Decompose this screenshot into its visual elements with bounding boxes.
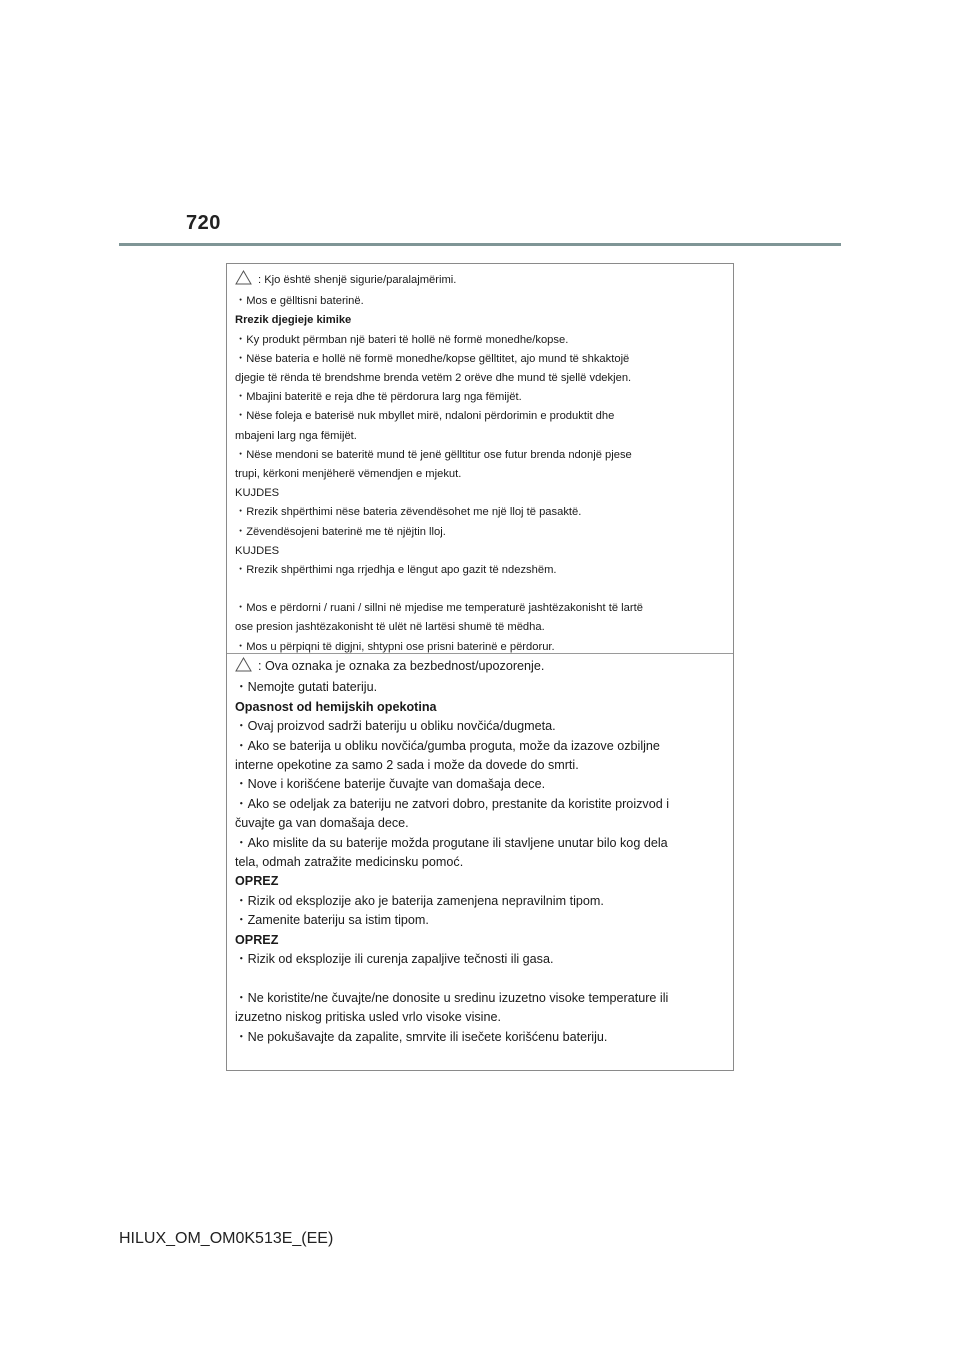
serbian-intro [235, 657, 723, 678]
section-heading: OPREZ [235, 932, 279, 947]
paragraph-gap [235, 970, 723, 989]
text-line: ・Ako mislite da su baterije možda progutane ili stavljene unutar bilo kog dela [235, 835, 668, 850]
section-heading: Opasnost od hemijskih opekotina [235, 699, 437, 714]
text-line: ・Rizik od eksplozije ili curenja zapaljive tečnosti ili gasa. [235, 952, 554, 967]
section-heading: OPREZ [235, 874, 279, 889]
text-line: djegie të rënda të brendshme brenda vetëm 2 orëve dhe mund të sjellë vdekjen. [235, 372, 632, 385]
albanian-lines [235, 292, 723, 657]
warning-triangle-icon [235, 270, 252, 292]
text-line: ・Rizik od eksplozije ako je baterija zamenjena nepravilnim tipom. [235, 893, 604, 908]
text-line: ・Ako se baterija u obliku novčića/gumba proguta, može da izazove ozbiljne [235, 738, 660, 753]
albanian-intro-text: : Kjo është shenjë sigurie/paralajmërimi. [258, 274, 457, 286]
text-line: ・Ovaj proizvod sadrži bateriju u obliku novčića/dugmeta. [235, 719, 556, 734]
text-line: interne opekotine za samo 2 sada i može da dovede do smrti. [235, 758, 579, 773]
header-rule [119, 243, 841, 246]
text-line: ・Nëse mendoni se bateritë mund të jenë gëlltitur ose futur brenda ndonjë pjese [235, 448, 632, 461]
text-line: ・Rrezik shpërthimi nga rrjedhja e lëngut apo gazit të ndezshëm. [235, 564, 557, 577]
text-line: ・Nemojte gutati bateriju. [235, 680, 378, 695]
footer-code: HILUX_OM_OM0K513E_(EE) [119, 1230, 334, 1247]
text-line: KUJDES [235, 487, 280, 500]
text-line: ・Ne pokušavajte da zapalite, smrvite ili isečete korišćenu bateriju. [235, 1029, 608, 1044]
text-line: ・Rrezik shpërthimi nëse bateria zëvendësohet me një lloj të pasaktë. [235, 506, 582, 519]
text-line: ・Nëse bateria e hollë në formë monedhe/kopse gëlltitet, ajo mund të shkaktojë [235, 352, 630, 365]
text-line: ・Ky produkt përmban një bateri të hollë në formë monedhe/kopse. [235, 333, 569, 346]
serbian-lines [235, 678, 723, 1047]
text-line: izuzetno niskog pritiska usled vrlo visoke visine. [235, 1010, 501, 1025]
section-heading: Rrezik djegieje kimike [235, 314, 352, 327]
text-line: ・Zamenite bateriju sa istim tipom. [235, 913, 429, 928]
text-line: ・Zëvendësojeni baterinë me të njëjtin lloj. [235, 525, 446, 538]
text-line: ・Mos u përpiqni të digjni, shtypni ose prisni baterinë e përdorur. [235, 640, 555, 653]
text-line: ・Mos e përdorni / ruani / sillni në mjedise me temperaturë jashtëzakonisht të lartë [235, 602, 643, 615]
text-line: ・Ako se odeljak za bateriju ne zatvori dobro, prestanite da koristite proizvod i [235, 796, 670, 811]
albanian-section [227, 264, 733, 654]
text-line: trupi, kërkoni menjëherë vëmendjen e mjekut. [235, 468, 462, 481]
paragraph-gap [235, 580, 723, 599]
serbian-section [227, 655, 733, 1070]
text-line: ・Ne koristite/ne čuvajte/ne donosite u sredinu izuzetno visoke temperature ili [235, 990, 669, 1005]
text-line: mbajeni larg nga fëmijët. [235, 429, 357, 442]
warning-triangle-icon [235, 657, 252, 678]
serbian-intro-text: : Ova oznaka je oznaka za bezbednost/upozorenje. [258, 659, 545, 673]
text-line: čuvajte ga van domašaja dece. [235, 816, 409, 831]
text-line: tela, odmah zatražite medicinsku pomoć. [235, 855, 464, 870]
text-line: ・Mos e gëlltisni baterinë. [235, 295, 364, 308]
page-number: 720 [186, 212, 221, 234]
text-line: ose presion jashtëzakonisht të ulët në lartësi shumë të mëdha. [235, 621, 545, 634]
text-line: ・Nëse foleja e baterisë nuk mbyllet mirë, ndaloni përdorimin e produktit dhe [235, 410, 615, 423]
text-line: ・Mbajini bateritë e reja dhe të përdorura larg nga fëmijët. [235, 391, 522, 404]
warning-box [226, 263, 734, 1071]
text-line: ・Nove i korišćene baterije čuvajte van domašaja dece. [235, 777, 546, 792]
text-line: KUJDES [235, 544, 280, 557]
albanian-intro [235, 270, 723, 292]
